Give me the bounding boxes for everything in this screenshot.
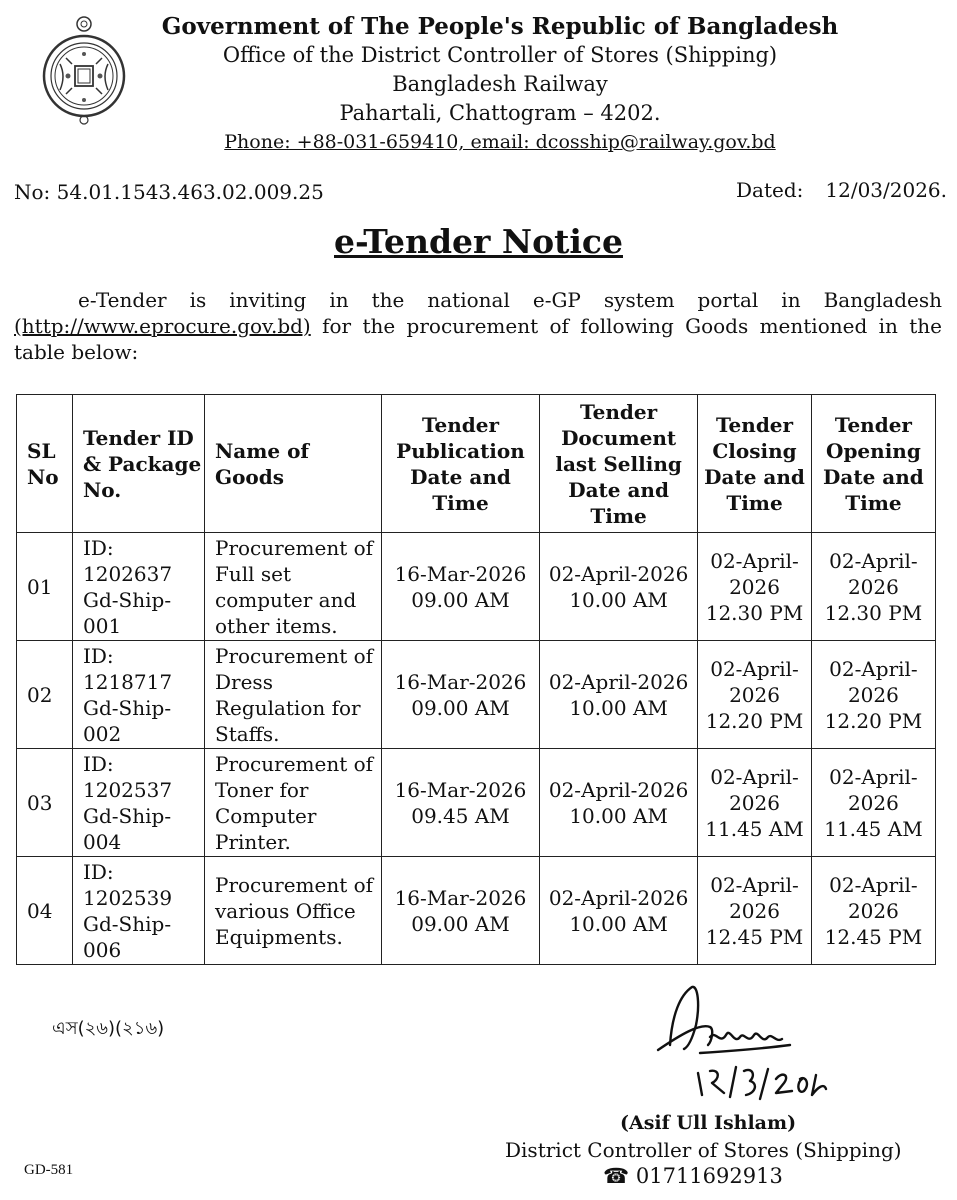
closing-time: 11.45 AM [705, 816, 804, 841]
handwritten-signature [640, 975, 860, 1105]
publication-time: 09.45 AM [411, 803, 510, 828]
header-sl: SL No [17, 395, 73, 533]
signer-name: (Asif Ull Ishlam) [620, 1112, 797, 1134]
row-document-selling [539, 641, 697, 749]
row-publication [382, 749, 540, 857]
dated-line [736, 178, 947, 202]
row-sl: 01 [17, 533, 73, 641]
row-tender-id [73, 857, 205, 965]
table-row [17, 857, 936, 965]
opening-date: 02-April-2026 [829, 764, 918, 815]
government-heading: Government of The People's Republic of Bangladesh [161, 13, 839, 40]
row-opening [811, 749, 935, 857]
package-no: Gd-Ship-004 [83, 803, 172, 854]
government-seal-icon [38, 14, 130, 126]
intro-text-a: e-Tender is inviting in the national e-GP system portal in Bangladesh [78, 288, 942, 312]
row-closing [698, 857, 812, 965]
office-name: Office of the District Controller of Stores (Shipping) [222, 43, 778, 67]
row-sl: 02 [17, 641, 73, 749]
tender-id: ID: 1202637 [83, 535, 173, 586]
row-publication [382, 857, 540, 965]
row-opening [811, 533, 935, 641]
opening-date: 02-April-2026 [829, 548, 918, 599]
document-date: 02-April-2026 [548, 669, 689, 694]
tender-id: ID: 1202537 [83, 751, 173, 802]
row-goods-name: Procurement of Full set computer and other items. [205, 533, 382, 641]
opening-date: 02-April-2026 [829, 872, 918, 923]
bengali-reference: এস(২৬)(২১৬) [52, 1018, 165, 1039]
organization-name: Bangladesh Railway [392, 72, 608, 96]
publication-date: 16-Mar-2026 [394, 885, 527, 910]
document-time: 10.00 AM [569, 803, 668, 828]
telephone-icon: ☎ [603, 1164, 630, 1188]
header-publication: Tender Publication Date and Time [382, 395, 540, 533]
document-date: 02-April-2026 [548, 561, 689, 586]
letterhead [140, 12, 860, 157]
document-date: 02-April-2026 [548, 885, 689, 910]
row-closing [698, 533, 812, 641]
table-row [17, 533, 936, 641]
publication-time: 09.00 AM [411, 587, 510, 612]
row-tender-id [73, 533, 205, 641]
row-goods-name: Procurement of Toner for Computer Printer. [205, 749, 382, 857]
row-tender-id [73, 641, 205, 749]
row-document-selling [539, 749, 697, 857]
opening-date: 02-April-2026 [829, 656, 918, 707]
header-closing: Tender Closing Date and Time [698, 395, 812, 533]
closing-date: 02-April-2026 [710, 656, 799, 707]
document-time: 10.00 AM [569, 587, 668, 612]
office-address: Pahartali, Chattogram – 4202. [339, 101, 661, 125]
header-document-selling: Tender Document last Selling Date and Time [539, 395, 697, 533]
package-no: Gd-Ship-002 [83, 695, 172, 746]
header-tender-id: Tender ID & Package No. [73, 395, 205, 533]
dated-label: Dated: [736, 178, 804, 202]
row-publication [382, 641, 540, 749]
closing-time: 12.20 PM [705, 708, 804, 733]
row-opening [811, 857, 935, 965]
row-document-selling [539, 857, 697, 965]
signer-phone: 01711692913 [635, 1164, 783, 1188]
contact-line: Phone: +88-031-659410, email: dcosship@railway.gov.bd [224, 131, 776, 153]
table-row [17, 749, 936, 857]
opening-time: 11.45 AM [824, 816, 923, 841]
table-row [17, 641, 936, 749]
tender-id: ID: 1202539 [83, 859, 173, 910]
row-sl: 03 [17, 749, 73, 857]
notice-title: e-Tender Notice [334, 222, 623, 261]
intro-text-b: for the procurement of following Goods mentioned in the table below: [14, 314, 942, 364]
signer-phone-line [603, 1164, 783, 1188]
closing-date: 02-April-2026 [710, 548, 799, 599]
reference-number: No: 54.01.1543.463.02.009.25 [14, 180, 324, 204]
row-opening [811, 641, 935, 749]
signer-designation: District Controller of Stores (Shipping) [505, 1138, 902, 1162]
tender-table [16, 394, 936, 965]
tender-id: ID: 1218717 [83, 643, 173, 694]
form-code: GD-581 [24, 1162, 74, 1178]
row-goods-name: Procurement of various Office Equipments. [205, 857, 382, 965]
document-date: 02-April-2026 [548, 777, 689, 802]
opening-time: 12.30 PM [824, 600, 923, 625]
opening-time: 12.45 PM [824, 924, 923, 949]
eprocure-link[interactable]: (http://www.eprocure.gov.bd) [14, 314, 311, 338]
opening-time: 12.20 PM [824, 708, 923, 733]
closing-date: 02-April-2026 [710, 764, 799, 815]
publication-time: 09.00 AM [411, 911, 510, 936]
header-opening: Tender Opening Date and Time [811, 395, 935, 533]
row-goods-name: Procurement of Dress Regulation for Staffs. [205, 641, 382, 749]
package-no: Gd-Ship-006 [83, 911, 172, 962]
table-header-row [17, 395, 936, 533]
row-closing [698, 641, 812, 749]
closing-time: 12.30 PM [705, 600, 804, 625]
document-time: 10.00 AM [569, 695, 668, 720]
row-sl: 04 [17, 857, 73, 965]
package-no: Gd-Ship-001 [83, 587, 172, 638]
document-time: 10.00 AM [569, 911, 668, 936]
publication-date: 16-Mar-2026 [394, 777, 527, 802]
row-tender-id [73, 749, 205, 857]
closing-date: 02-April-2026 [710, 872, 799, 923]
row-document-selling [539, 533, 697, 641]
row-publication [382, 533, 540, 641]
publication-date: 16-Mar-2026 [394, 561, 527, 586]
row-closing [698, 749, 812, 857]
publication-time: 09.00 AM [411, 695, 510, 720]
intro-paragraph [14, 287, 942, 365]
header-name-of-goods: Name of Goods [205, 395, 382, 533]
publication-date: 16-Mar-2026 [394, 669, 527, 694]
dated-value: 12/03/2026. [825, 178, 948, 202]
closing-time: 12.45 PM [705, 924, 804, 949]
